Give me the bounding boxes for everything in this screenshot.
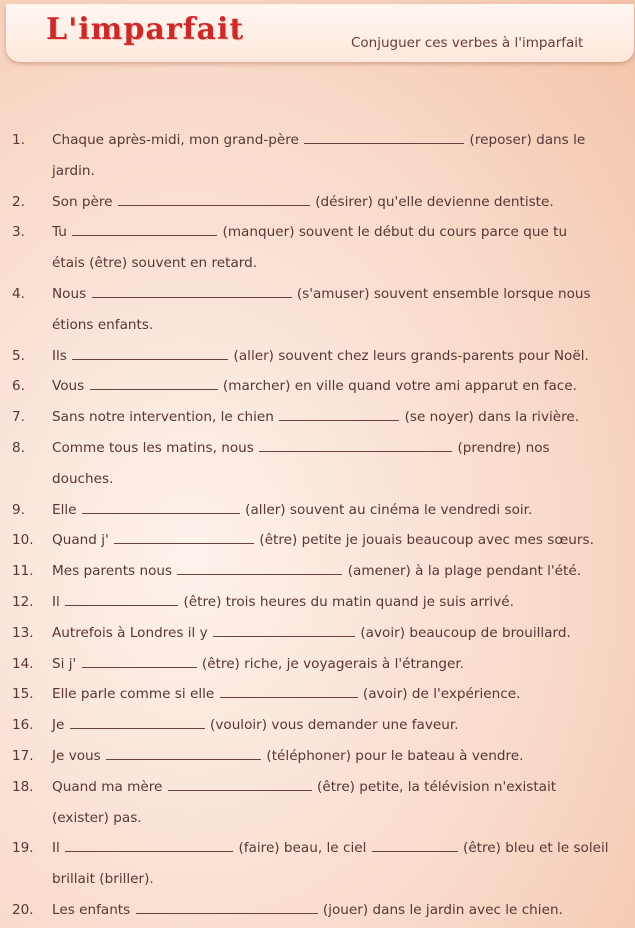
exercise-text	[52, 279, 591, 310]
exercise-fragment: Mes parents nous	[52, 563, 173, 580]
exercise-fragment: Si j'	[52, 655, 77, 672]
exercise-fragment: Son père	[52, 193, 113, 210]
exercise-list	[0, 125, 635, 926]
exercise-fragment: (avoir) beaucoup de brouillard.	[360, 624, 571, 641]
exercise-line	[0, 187, 635, 218]
exercise-fragment: (faire) beau, le ciel	[238, 840, 367, 857]
answer-blank[interactable]	[70, 716, 205, 729]
exercise-fragment: (être) trois heures du matin quand je suis arrivé.	[183, 593, 514, 610]
exercise-number: 9.	[12, 501, 25, 518]
answer-blank[interactable]	[168, 778, 312, 791]
exercise-fragment: (marcher) en ville quand votre ami apparut en face.	[222, 378, 577, 395]
exercise-line	[0, 156, 635, 187]
exercise-text	[52, 125, 585, 156]
exercise-number: 13.	[12, 624, 34, 641]
exercise-line	[0, 371, 635, 402]
exercise-number: 4.	[12, 285, 25, 302]
exercise-fragment: (téléphoner) pour le bateau à vendre.	[266, 747, 524, 764]
exercise-fragment: (amener) à la plage pendant l'été.	[347, 563, 582, 580]
exercise-fragment: Autrefois à Londres il y	[52, 624, 208, 641]
answer-blank[interactable]	[259, 439, 452, 452]
exercise-number: 16.	[12, 717, 34, 734]
exercise-fragment: Quand ma mère	[52, 778, 163, 795]
answer-blank[interactable]	[82, 655, 197, 668]
exercise-fragment: Comme tous les matins, nous	[52, 439, 254, 456]
exercise-text	[52, 679, 520, 710]
answer-blank[interactable]	[65, 593, 178, 606]
answer-blank[interactable]	[106, 747, 261, 760]
exercise-fragment: étais (être) souvent en retard.	[52, 255, 258, 272]
exercise-fragment: (exister) pas.	[52, 809, 142, 826]
exercise-fragment: Les enfants	[52, 901, 131, 918]
answer-blank[interactable]	[114, 531, 254, 544]
exercise-text	[52, 556, 581, 587]
answer-blank[interactable]	[213, 624, 355, 637]
exercise-fragment: Vous	[52, 378, 85, 395]
page-title: L'imparfait	[46, 12, 245, 47]
exercise-number: 6.	[12, 378, 25, 395]
exercise-text	[52, 649, 464, 680]
exercise-fragment: Elle	[52, 501, 77, 518]
exercise-fragment: (aller) souvent chez leurs grands-parents pour Noël.	[233, 347, 589, 364]
exercise-fragment: (être) petite, la télévision n'existait	[317, 778, 557, 795]
exercise-number: 7.	[12, 409, 25, 426]
answer-blank[interactable]	[279, 408, 399, 421]
exercise-number: 19.	[12, 840, 34, 857]
exercise-text	[52, 310, 153, 341]
answer-blank[interactable]	[220, 685, 358, 698]
answer-blank[interactable]	[65, 839, 233, 852]
exercise-fragment: Je	[52, 717, 65, 734]
exercise-line	[0, 803, 635, 834]
exercise-number: 20.	[12, 901, 34, 918]
exercise-number: 8.	[12, 439, 25, 456]
exercise-fragment: Ils	[52, 347, 67, 364]
exercise-line	[0, 464, 635, 495]
exercise-text	[52, 433, 550, 464]
exercise-line	[0, 279, 635, 310]
exercise-fragment: (désirer) qu'elle devienne dentiste.	[315, 193, 554, 210]
answer-blank[interactable]	[304, 131, 464, 144]
exercise-line	[0, 649, 635, 680]
exercise-line	[0, 556, 635, 587]
exercise-line	[0, 341, 635, 372]
exercise-fragment: Elle parle comme si elle	[52, 686, 215, 703]
exercise-text	[52, 495, 532, 526]
answer-blank[interactable]	[82, 501, 240, 514]
title-banner	[6, 4, 634, 62]
exercise-fragment: (prendre) nos	[457, 439, 550, 456]
exercise-text	[52, 710, 459, 741]
exercise-number: 10.	[12, 532, 34, 549]
answer-blank[interactable]	[118, 193, 310, 206]
exercise-line	[0, 402, 635, 433]
exercise-fragment: (avoir) de l'expérience.	[362, 686, 521, 703]
exercise-number: 18.	[12, 778, 34, 795]
exercise-line	[0, 433, 635, 464]
exercise-text	[52, 156, 95, 187]
exercise-text	[52, 402, 579, 433]
exercise-number: 15.	[12, 686, 34, 703]
exercise-number: 3.	[12, 224, 25, 241]
exercise-text	[52, 618, 571, 649]
exercise-number: 2.	[12, 193, 25, 210]
answer-blank[interactable]	[136, 901, 318, 914]
exercise-fragment: (vouloir) vous demander une faveur.	[210, 717, 459, 734]
exercise-number: 11.	[12, 563, 34, 580]
exercise-text	[52, 341, 589, 372]
exercise-fragment: (être) bleu et le soleil	[463, 840, 609, 857]
answer-blank[interactable]	[72, 223, 217, 236]
exercise-fragment: Chaque après-midi, mon grand-père	[52, 132, 299, 148]
exercise-fragment: (se noyer) dans la rivière.	[404, 409, 580, 426]
exercise-fragment: Nous	[52, 285, 87, 302]
exercise-line	[0, 833, 635, 864]
exercise-fragment: (manquer) souvent le début du cours parce que tu	[222, 224, 568, 241]
exercise-line	[0, 741, 635, 772]
exercise-line	[0, 710, 635, 741]
exercise-number: 12.	[12, 593, 34, 610]
exercise-text	[52, 464, 113, 495]
exercise-fragment: Je vous	[52, 747, 101, 764]
exercise-text	[52, 741, 523, 772]
exercise-line	[0, 864, 635, 895]
exercise-text	[52, 864, 154, 895]
exercise-text	[52, 803, 142, 834]
exercise-text	[52, 525, 594, 556]
exercise-text	[52, 772, 556, 803]
exercise-line	[0, 618, 635, 649]
exercise-text	[52, 587, 514, 618]
exercise-line	[0, 125, 635, 156]
exercise-fragment: (jouer) dans le jardin avec le chien.	[322, 901, 563, 918]
answer-blank[interactable]	[92, 285, 292, 298]
exercise-line	[0, 248, 635, 279]
exercise-fragment: Sans notre intervention, le chien	[52, 409, 274, 426]
exercise-text	[52, 248, 257, 279]
answer-blank[interactable]	[177, 562, 342, 575]
exercise-number: 1.	[12, 132, 25, 148]
exercise-text	[52, 371, 577, 402]
exercise-line	[0, 679, 635, 710]
exercise-fragment: (s'amuser) souvent ensemble lorsque nous	[296, 285, 591, 302]
answer-blank[interactable]	[90, 377, 218, 390]
exercise-line	[0, 525, 635, 556]
exercise-number: 17.	[12, 747, 34, 764]
answer-blank[interactable]	[72, 347, 228, 360]
exercise-fragment: Tu	[52, 224, 67, 241]
page-subtitle: Conjuguer ces verbes à l'imparfait	[351, 35, 584, 51]
exercise-text	[52, 833, 609, 864]
answer-blank[interactable]	[372, 839, 458, 852]
exercise-fragment: Quand j'	[52, 532, 109, 549]
exercise-text	[52, 187, 554, 218]
exercise-line	[0, 587, 635, 618]
exercise-line	[0, 495, 635, 526]
exercise-fragment: Il	[52, 593, 60, 610]
exercise-line	[0, 895, 635, 926]
exercise-line	[0, 310, 635, 341]
exercise-number: 5.	[12, 347, 25, 364]
exercise-text	[52, 217, 567, 248]
exercise-fragment: étions enfants.	[52, 316, 154, 333]
exercise-fragment: (être) riche, je voyagerais à l'étranger.	[201, 655, 464, 672]
exercise-fragment: jardin.	[52, 162, 95, 179]
exercise-fragment: Il	[52, 840, 60, 857]
exercise-fragment: (aller) souvent au cinéma le vendredi soir.	[245, 501, 533, 518]
exercise-fragment: brillait (briller).	[52, 871, 154, 888]
exercise-line	[0, 772, 635, 803]
exercise-fragment: douches.	[52, 470, 114, 487]
exercise-text	[52, 895, 563, 926]
exercise-fragment: (reposer) dans le	[469, 132, 586, 148]
exercise-number: 14.	[12, 655, 34, 672]
exercise-line	[0, 217, 635, 248]
exercise-fragment: (être) petite je jouais beaucoup avec mes sœurs.	[259, 532, 594, 549]
